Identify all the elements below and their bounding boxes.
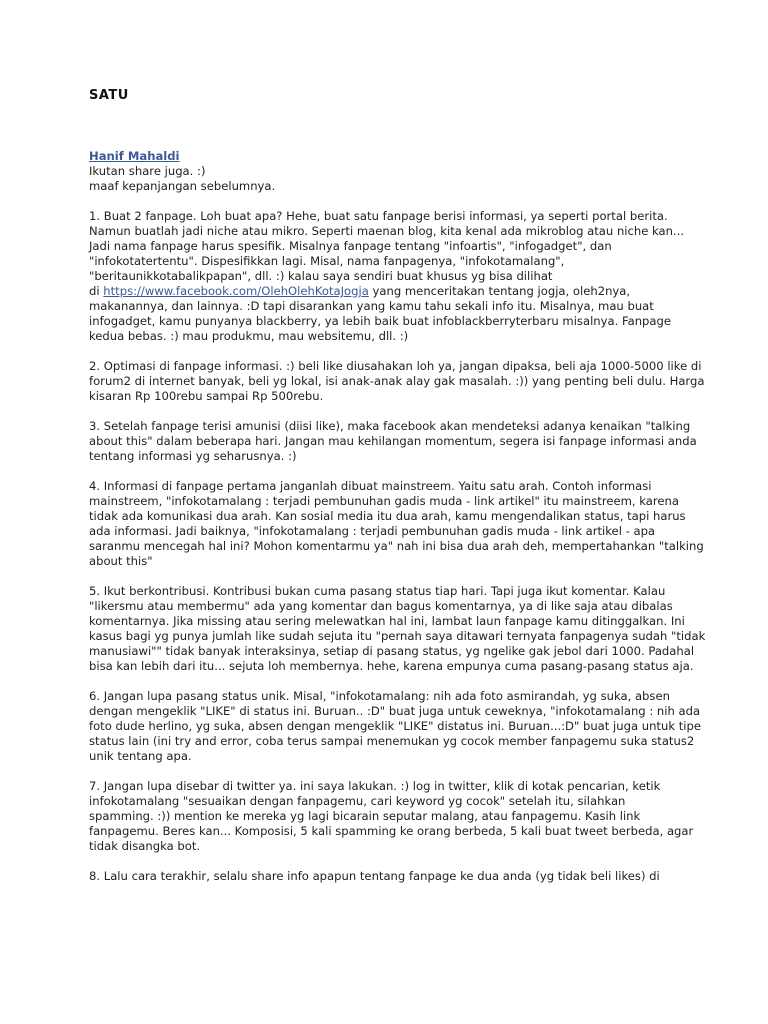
text-line: spamming. :)) mention ke mereka yg lagi bicarain seputar malang, atau fanpagemu. Kasih link <box>89 809 641 823</box>
text-line: komentarnya. Jika missing atau sering melewatkan hal ini, lambat laun fanpage kamu ditinggalkan. Ini <box>89 614 685 628</box>
text-line: dengan mengeklik "LIKE" di status ini. Buruan.. :D" buat juga untuk ceweknya, "infokotamalang : nih ada <box>89 704 701 718</box>
text-line: manusiawi"" tidak banyak interaksinya, setiap di pasang status, yg ngelike gak jebol dari 1000. Padahal <box>89 644 695 658</box>
author-link[interactable]: Hanif Mahaldi <box>89 149 180 163</box>
text-line: Namun buatlah jadi niche atau mikro. Seperti maenan blog, kita kenal ada mikroblog atau niche kan... <box>89 224 685 238</box>
text-line: ada informasi. Jadi baiknya, "infokotamalang : terjadi pembunuhan gadis muda - link artikel - apa <box>89 524 656 538</box>
text-line: 6. Jangan lupa pasang status unik. Misal, "infokotamalang: nih ada foto asmirandah, yg suka, absen <box>89 689 670 703</box>
text-line: kedua bebas. :) mau produkmu, mau websitemu, dll. :) <box>89 329 409 343</box>
text-line: infokotamalang "sesuaikan dengan fanpagemu, cari keyword yg cocok" setelah itu, silahkan <box>89 794 626 808</box>
facebook-page-link[interactable]: https://www.facebook.com/OlehOlehKotaJogja <box>103 284 369 298</box>
text-line-with-link <box>89 284 689 299</box>
text-line: 8. Lalu cara terakhir, selalu share info apapun tentang fanpage ke dua anda (yg tidak beli likes) di <box>89 869 660 883</box>
text-line: about this" dalam beberapa hari. Jangan mau kehilangan momentum, segera isi fanpage informasi anda <box>89 434 697 448</box>
paragraph-2 <box>89 359 705 404</box>
text-line: tentang informasi yg seharusnya. :) <box>89 449 297 463</box>
paragraph-1 <box>89 209 689 344</box>
paragraph-7 <box>89 779 694 854</box>
text-line: makanannya, dan lainnya. :D tapi disarankan yang kamu tahu sekali info itu. Misalnya, mau buat <box>89 299 654 313</box>
link-prefix: di <box>89 284 104 298</box>
text-line: maaf kepanjangan sebelumnya. <box>89 179 276 193</box>
text-line: Ikutan share juga. :) <box>89 164 206 178</box>
text-line: saranmu mencegah hal ini? Mohon komentarmu ya" nah ini bisa dua arah deh, mempertahankan "talking <box>89 539 704 553</box>
text-line: about this" <box>89 554 153 568</box>
text-line: infogadget, kamu punyanya blackberry, ya lebih baik buat infoblackberryterbaru misalnya. Fanpage <box>89 314 671 328</box>
intro-paragraph <box>89 164 689 194</box>
text-line: forum2 di internet banyak, beli yg lokal, isi anak-anak alay gak masalah. :)) yang penting beli dulu. Harga <box>89 374 705 388</box>
text-line: kisaran Rp 100rebu sampai Rp 500rebu. <box>89 389 324 403</box>
text-line: foto dude herlino, yg suka, absen dengan mengeklik "LIKE" distatus ini. Buruan...:D" buat juga untuk tipe <box>89 719 701 733</box>
paragraph-4 <box>89 479 704 569</box>
text-line: tidak ada komunikasi dua arah. Kan sosial media itu dua arah, kamu mengendalikan status, tapi harus <box>89 509 686 523</box>
text-line: mainstreem, "infokotamalang : terjadi pembunuhan gadis muda - link artikel" itu mainstreem, karena <box>89 494 679 508</box>
text-line: "likersmu atau membermu" ada yang komentar dan bagus komentarnya, ya di like saja atau dibalas <box>89 599 673 613</box>
paragraph-5 <box>89 584 706 674</box>
text-line: 4. Informasi di fanpage pertama janganlah dibuat mainstreem. Yaitu satu arah. Contoh informasi <box>89 479 652 493</box>
link-suffix: yang menceritakan tentang jogja, oleh2nya, <box>368 284 631 298</box>
text-line: fanpagemu. Beres kan... Komposisi, 5 kali spamming ke orang berbeda, 5 kali buat tweet berbeda, agar <box>89 824 694 838</box>
text-line: kasus bagi yg punya jumlah like sudah sejuta itu "pernah saya ditawari ternyata fanpagenya sudah "tidak <box>89 629 706 643</box>
document-title: SATU <box>89 88 129 103</box>
text-line: 1. Buat 2 fanpage. Loh buat apa? Hehe, buat satu fanpage berisi informasi, ya seperti portal berita. <box>89 209 668 223</box>
text-line: 7. Jangan lupa disebar di twitter ya. ini saya lakukan. :) log in twitter, klik di kotak pencarian, ketik <box>89 779 661 793</box>
text-line: Jadi nama fanpage harus spesifik. Misalnya fanpage tentang "infoartis", "infogadget", dan <box>89 239 612 253</box>
text-line: unik tentang apa. <box>89 749 192 763</box>
text-line: tidak disangka bot. <box>89 839 201 853</box>
text-line: "beritaunikkotabalikpapan", dll. :) kalau saya sendiri buat khusus yg bisa dilihat <box>89 269 553 283</box>
text-line: 2. Optimasi di fanpage informasi. :) beli like diusahakan loh ya, jangan dipaksa, beli aja 1000-5000 like di <box>89 359 702 373</box>
text-line: 3. Setelah fanpage terisi amunisi (diisi like), maka facebook akan mendeteksi adanya kenaikan "talking <box>89 419 691 433</box>
text-line: bisa kan lebih dari itu... sejuta loh membernya. hehe, karena empunya cuma pasang-pasang status aja. <box>89 659 694 673</box>
document-body <box>89 88 706 884</box>
paragraph-6 <box>89 689 701 764</box>
text-line: 5. Ikut berkontribusi. Kontribusi bukan cuma pasang status tiap hari. Tapi juga ikut komentar. Kalau <box>89 584 666 598</box>
text-line: "infokotatertentu". Dispesifikkan lagi. Misal, nama fanpagenya, "infokotamalang", <box>89 254 565 268</box>
paragraph-3 <box>89 419 697 464</box>
text-line: status lain (ini try and error, coba terus sampai menemukan yg cocok member fanpagemu suka status2 <box>89 734 695 748</box>
paragraph-8 <box>89 869 689 884</box>
